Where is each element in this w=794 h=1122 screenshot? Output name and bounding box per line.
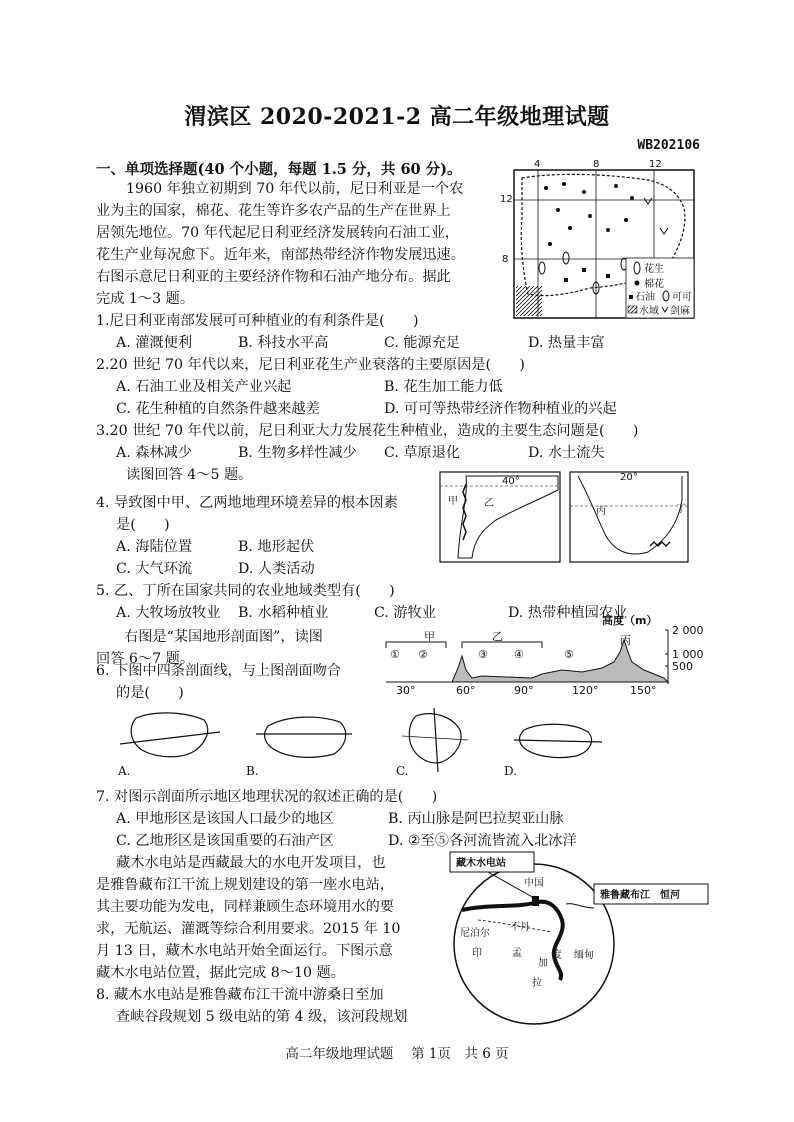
intro4-line: 藏木水电站位置，据此完成 8～10 题。	[96, 965, 345, 981]
legend-cotton: 棉花	[644, 279, 664, 290]
q5-option-d[interactable]: D. 热带种植园农业	[508, 605, 628, 621]
q3-option-a[interactable]: A. 森林减少	[116, 445, 193, 461]
river-1: ①	[390, 648, 400, 661]
lon-tick: 120°	[572, 684, 599, 697]
bing-label: 丙	[596, 506, 606, 517]
q6-option-maps	[116, 706, 616, 782]
legend-peanut: 花生	[644, 264, 664, 275]
q1-option-d[interactable]: D. 热量丰富	[528, 335, 605, 351]
lon-tick: 150°	[630, 684, 657, 697]
intro3-line: 右图是“某国地形剖面图”，读图	[124, 629, 323, 645]
profile-jia: 甲	[424, 630, 435, 643]
river-4: ④	[514, 648, 524, 661]
place-label: 印	[472, 948, 482, 959]
jia-label: 甲	[448, 496, 458, 507]
q6-option-d[interactable]: D.	[504, 764, 518, 778]
q5-option-a[interactable]: A. 大牧场放牧业	[116, 605, 221, 621]
elev-tick: 1 000	[672, 648, 704, 661]
nigeria-crop-map	[498, 158, 708, 328]
zangmu-title: 藏木水电站	[456, 858, 506, 869]
page-title: 渭滨区 2020-2021-2 高二年级地理试题	[184, 104, 610, 130]
china-label: 中国	[524, 878, 544, 889]
profile-bing: 丙	[620, 634, 631, 647]
q4-option-b[interactable]: B. 地形起伏	[238, 539, 315, 555]
lat-tick: 8	[502, 254, 509, 265]
intro1-line: 花生产业每况愈下。近年来，南部热带经济作物发展迅速。	[96, 247, 465, 263]
lon-tick: 60°	[456, 684, 476, 697]
q4-option-d[interactable]: D. 人类活动	[238, 561, 315, 577]
q1-stem: 1.尼日利亚南部发展可可种植业的有利条件是( )	[96, 313, 419, 329]
q7-stem: 7. 对图示剖面所示地区地理状况的叙述正确的是( )	[96, 789, 438, 805]
legend-oil: 石油	[635, 292, 655, 303]
legend-sisal: 剑麻	[670, 306, 690, 317]
q7-option-b[interactable]: B. 丙山脉是阿巴拉契亚山脉	[388, 811, 564, 827]
lon-tick: 4	[534, 159, 541, 170]
lon-tick: 8	[593, 159, 600, 170]
zangmu-location-map	[448, 848, 712, 1028]
section-heading: 一、单项选择题(40 个小题，每题 1.5 分，共 60 分)。	[96, 161, 462, 178]
q7-option-d[interactable]: D. ②至⑤各河流皆流入北冰洋	[388, 833, 577, 849]
intro1-line: 完成 1～3 题。	[96, 291, 195, 307]
intro4-line: 是雅鲁藏布江干流上规划建设的第一座水电站，	[96, 877, 394, 893]
intro3-line: 回答 6～7 题。	[96, 651, 195, 667]
q2-option-c[interactable]: C. 花生种植的自然条件越来越差	[116, 401, 320, 417]
q6-option-b[interactable]: B.	[246, 764, 259, 778]
river-2: ②	[418, 648, 428, 661]
q2-option-a[interactable]: A. 石油工业及相关产业兴起	[116, 379, 292, 395]
river-5: ⑤	[564, 648, 574, 661]
q6-stem-cont: 的是( )	[116, 685, 184, 701]
profile-ylabel: 高度（m）	[602, 614, 658, 627]
americas-maps	[438, 470, 690, 566]
intro1-line: 居领先地位。70 年代起尼日利亚经济发展转向石油工业，	[96, 225, 460, 241]
intro1-line: 1960 年独立初期到 70 年代以前，尼日利亚是一个农	[126, 181, 464, 197]
intro4-line: 月 13 日，藏木水电站开始全面运行。下图示意	[96, 943, 393, 959]
river-3: ③	[478, 648, 488, 661]
q3-stem: 3.20 世纪 70 年代以前，尼日利亚大力发展花生种植业，造成的主要生态问题是( )	[96, 423, 639, 439]
intro4-line: 求，无航运、灌溉等综合利用要求。2015 年 10	[96, 921, 401, 937]
q1-option-a[interactable]: A. 灌溉便利	[116, 335, 193, 351]
place-label: 尼泊尔	[460, 928, 490, 939]
intro4-line: 其主要功能为发电，同样兼顾生态环境用水的要	[96, 899, 394, 915]
q7-option-c[interactable]: C. 乙地形区是该国重要的石油产区	[116, 833, 334, 849]
q5-option-c[interactable]: C. 游牧业	[374, 605, 436, 621]
place-label: 缅甸	[574, 950, 594, 961]
legend-cocoa: 可可	[672, 292, 692, 303]
elev-tick: 2 000	[672, 624, 704, 637]
q3-option-b[interactable]: B. 生物多样性减少	[238, 445, 357, 461]
legend-water: 水域	[639, 306, 659, 317]
lon-tick: 90°	[514, 684, 534, 697]
q6-stem: 6. 下图中四条剖面线，与上图剖面吻合	[96, 663, 342, 679]
river-label: 雅鲁藏布江 恒河	[600, 890, 680, 901]
q2-stem: 2.20 世纪 70 年代以来，尼日利亚花生产业衰落的主要原因是( )	[96, 357, 525, 373]
q7-option-a[interactable]: A. 甲地形区是该国人口最少的地区	[116, 811, 334, 827]
elev-tick: 500	[672, 660, 693, 673]
intro2: 读图回答 4～5 题。	[126, 467, 253, 483]
place-label: 拉	[532, 978, 542, 989]
page-footer: 高二年级地理试题 第 1页 共 6 页	[285, 1046, 509, 1062]
q4-option-c[interactable]: C. 大气环流	[116, 561, 193, 577]
profile-yi: 乙	[492, 630, 503, 643]
place-label: 孟	[512, 948, 522, 959]
ding-label: 丁	[676, 504, 686, 515]
q2-option-d[interactable]: D. 可可等热带经济作物种植业的兴起	[384, 401, 617, 417]
intro4-line: 藏木水电站是西藏最大的水电开发项目，也	[116, 855, 386, 871]
lon-tick: 12	[649, 159, 662, 170]
q5-stem: 5. 乙、丁所在国家共同的农业地域类型有( )	[96, 583, 395, 599]
q2-option-b[interactable]: B. 花生加工能力低	[384, 379, 503, 395]
q3-option-d[interactable]: D. 水土流失	[528, 445, 605, 461]
q1-option-b[interactable]: B. 科技水平高	[238, 335, 329, 351]
lon-tick: 30°	[396, 684, 416, 697]
place-label: 不丹	[510, 922, 530, 933]
q1-option-c[interactable]: C. 能源充足	[384, 335, 461, 351]
q8-stem: 8. 藏木水电站是雅鲁藏布江干流中游桑日至加	[96, 987, 384, 1003]
lat-tick: 12	[500, 194, 513, 205]
place-label: 加	[538, 958, 548, 969]
intro1-line: 右图示意尼日利亚的主要经济作物和石油产地分布。据此	[96, 269, 451, 285]
q8-stem-cont: 查峡谷段规划 5 级电站的第 4 级，该河段规划	[116, 1009, 408, 1025]
terrain-profile	[382, 612, 712, 698]
yi-label: 乙	[484, 498, 494, 509]
q4-option-a[interactable]: A. 海陆位置	[116, 539, 193, 555]
lat-label: 40°	[502, 476, 520, 487]
intro1-line: 业为主的国家，棉花、花生等许多农产品的生产在世界上	[96, 203, 451, 219]
q4-stem-cont: 是( )	[116, 517, 170, 533]
q3-option-c[interactable]: C. 草原退化	[384, 445, 461, 461]
q6-option-a[interactable]: A.	[118, 764, 131, 778]
q5-option-b[interactable]: B. 水稻种植业	[238, 605, 329, 621]
exam-code: WB202106	[637, 138, 700, 153]
lat-label: 20°	[620, 472, 638, 483]
q4-stem: 4. 导致图中甲、乙两地地理环境差异的根本因素	[96, 495, 398, 511]
place-label: 度	[552, 950, 562, 961]
q6-option-c[interactable]: C.	[396, 764, 409, 778]
